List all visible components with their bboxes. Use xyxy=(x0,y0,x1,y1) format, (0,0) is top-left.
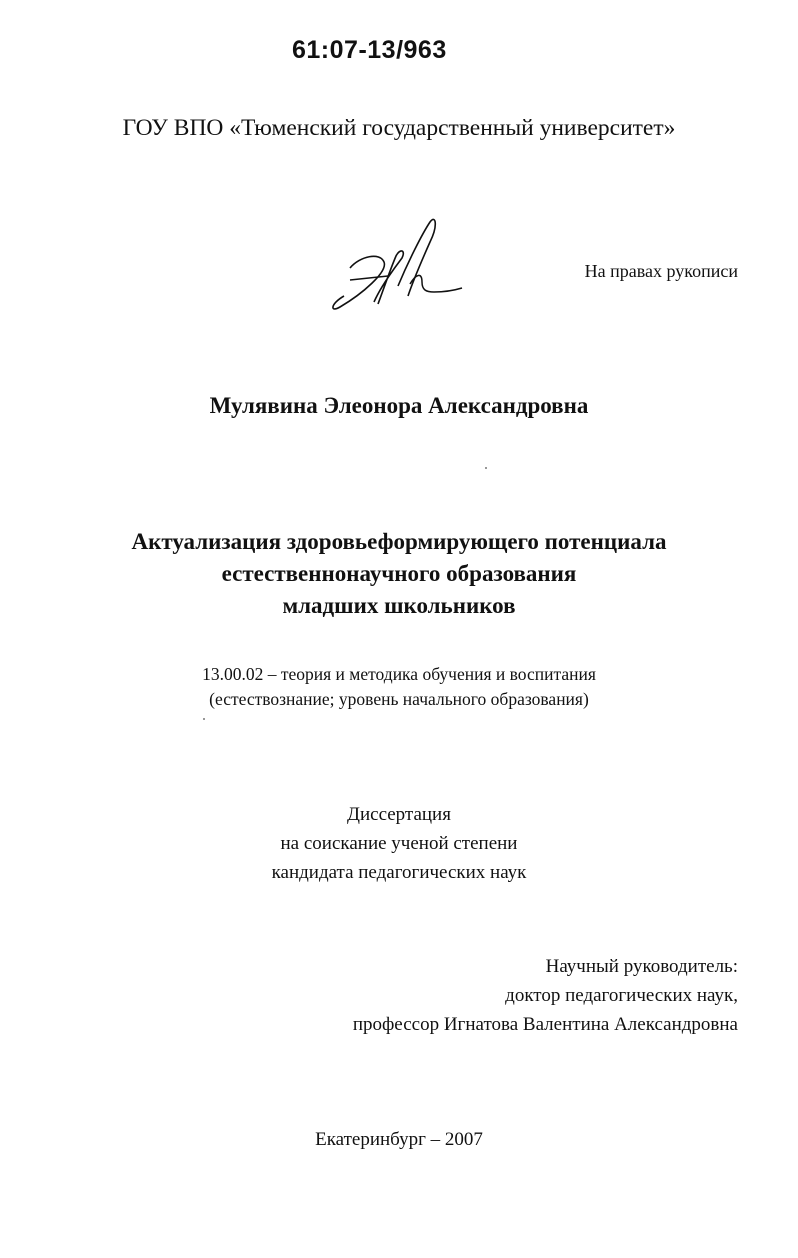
scan-speck xyxy=(485,467,487,469)
advisor-line: доктор педагогических наук, xyxy=(505,985,738,1006)
author-signature xyxy=(322,212,472,322)
advisor-line: профессор Игнатова Валентина Александровна xyxy=(352,1014,738,1035)
degree-line: на соискание ученой степени xyxy=(280,833,518,854)
title-line: младших школьников xyxy=(282,593,516,618)
city-year: Екатеринбург – 2007 xyxy=(315,1129,483,1150)
dissertation-title xyxy=(0,526,798,622)
title-line: естественнонаучного образования xyxy=(221,561,577,586)
specialty-code xyxy=(0,662,798,712)
specialty-line: 13.00.02 – теория и методика обучения и воспитания xyxy=(202,664,596,684)
advisor-line: Научный руководитель: xyxy=(545,956,738,977)
scientific-advisor xyxy=(353,952,738,1039)
specialty-line: (естествознание; уровень начального образования) xyxy=(209,689,589,709)
title-line: Актуализация здоровьеформирующего потенциала xyxy=(131,529,667,554)
scan-speck xyxy=(203,718,205,720)
degree-line: кандидата педагогических наук xyxy=(271,862,527,883)
degree-line: Диссертация xyxy=(347,804,451,825)
registration-code: 61:07-13/963 xyxy=(292,36,447,64)
manuscript-rights-note: На правах рукописи xyxy=(584,261,738,281)
degree-statement xyxy=(0,800,798,887)
institution-name: ГОУ ВПО «Тюменский государственный университет» xyxy=(122,115,676,141)
author-name: Мулявина Элеонора Александровна xyxy=(209,393,589,418)
